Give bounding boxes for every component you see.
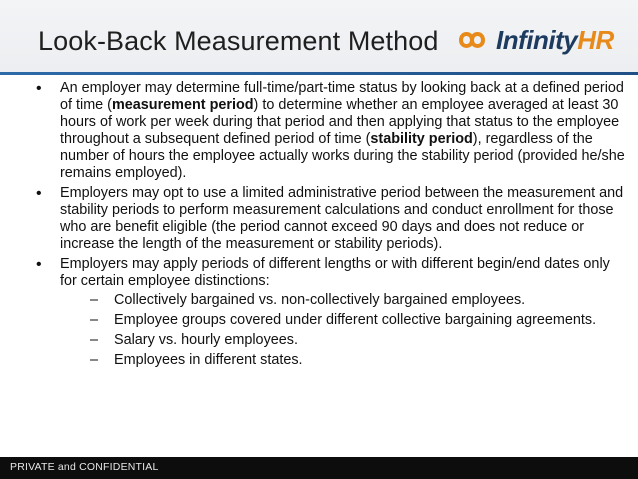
- infinity-icon: [450, 27, 494, 53]
- term-measurement-period: measurement period: [111, 97, 254, 113]
- slide-body: [36, 80, 626, 372]
- bullet-different-periods: • Employers may apply periods of different lengths or with different begin/end dates only for certain employee distinctions: – Collectively bargained vs. non-collectively bargained employees. – Employee groups covered under different collective bargaining agreements. – Salary vs. hourly employees. – Employees in different states.: [36, 256, 626, 369]
- sub-list: [60, 292, 626, 369]
- term-stability-period: stability period: [370, 131, 473, 147]
- subitem-salary-hourly: – Salary vs. hourly employees.: [60, 332, 626, 349]
- logo-wordmark: InfinityHR: [496, 24, 614, 55]
- bullet-list: [36, 80, 626, 369]
- slide-header: [0, 0, 638, 72]
- bullet-look-back-definition: • An employer may determine full-time/part-time status by looking back at a defined period of time (measurement period) to determine whether an employee averaged at least 30 hours of work per week during that period and then applying that status to the employee throughout a subsequent defined period of time (stability period), regardless of the number of hours the employee actually works during the stability period (provided he/she remains employed).: [36, 80, 626, 182]
- slide-title: Look-Back Measurement Method: [38, 26, 439, 56]
- footer-bar: [0, 457, 638, 479]
- header-divider: [0, 72, 638, 75]
- subitem-employee-groups: – Employee groups covered under different collective bargaining agreements.: [60, 312, 626, 329]
- subitem-collective-bargaining: – Collectively bargained vs. non-collectively bargained employees.: [60, 292, 626, 309]
- infinityhr-logo: [450, 20, 630, 60]
- subitem-different-states: – Employees in different states.: [60, 352, 626, 369]
- footer-label: PRIVATE and CONFIDENTIAL: [10, 461, 159, 473]
- bullet-administrative-period: • Employers may opt to use a limited administrative period between the measurement and stability periods to perform measurement calculations and conduct enrollment for those who are benefit eligible (the period cannot exceed 90 days and does not reduce or increase the length of the measurement or stability periods).: [36, 185, 626, 253]
